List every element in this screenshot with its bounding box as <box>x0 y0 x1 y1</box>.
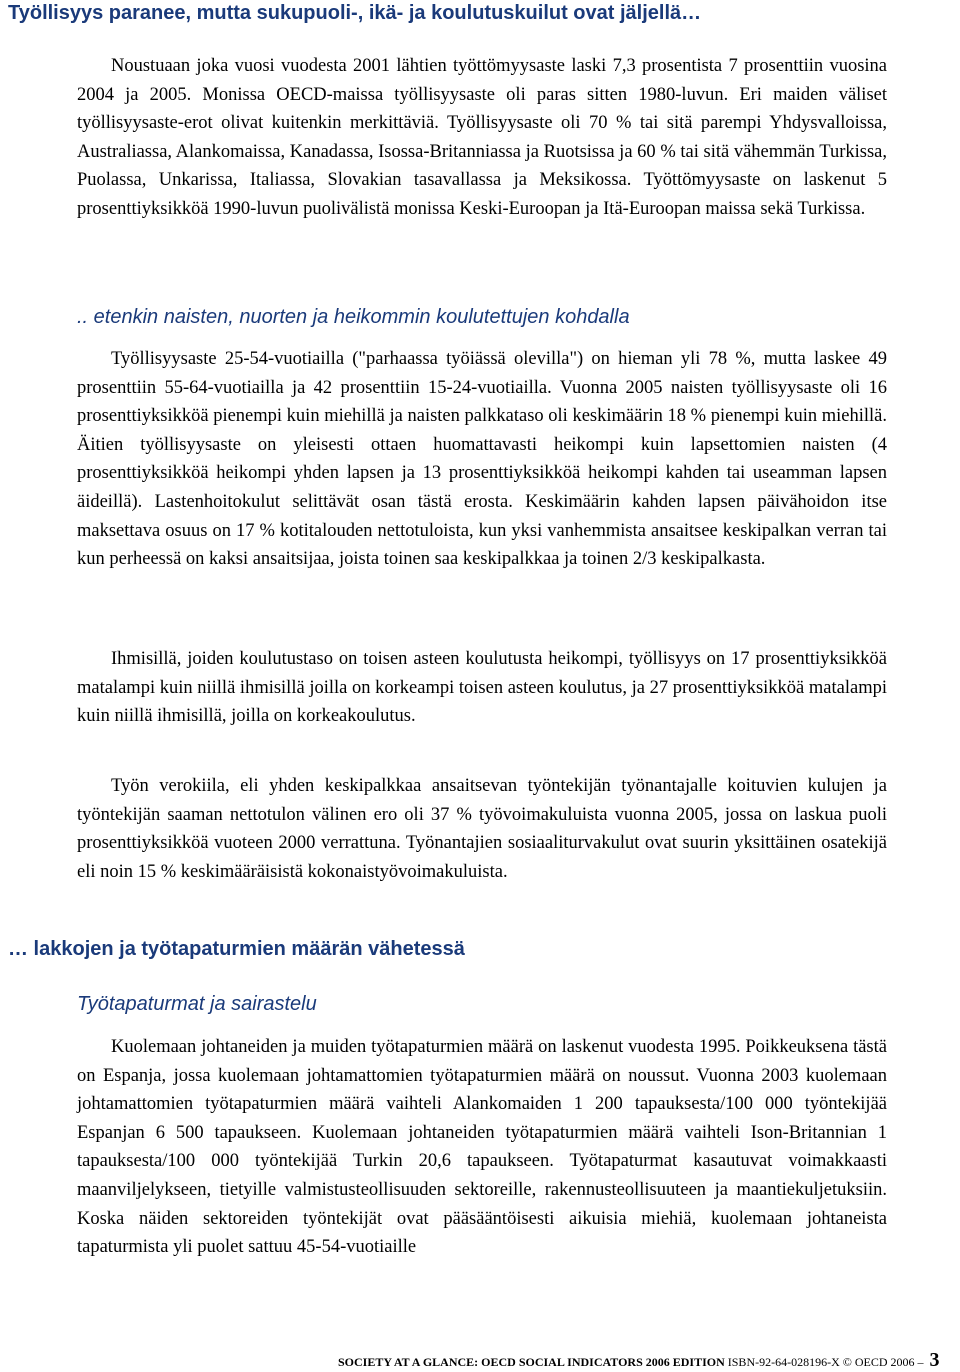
page-number: 3 <box>929 1349 940 1371</box>
paragraph-tax-wedge: Työn verokiila, eli yhden keskipalkkaa ansaitsevan työntekijän työnantajalle koituvien kulujen ja työntekijän saaman nettotulon välinen ero oli 37 % työvoimakuluista vuonna 2005, jossa on laskua puoli prosenttiyksikköä vuoteen 2000 verrattuna. Työnantajien sosiaaliturvakulut ovat suurin yksittäinen osatekijä eli noin 15 % keskimääräisistä kokonaistyövoimakuluista. <box>77 776 887 882</box>
main-heading: Työllisyys paranee, mutta sukupuoli-, ikä- ja koulutuskuilut ovat jäljellä… <box>8 2 702 24</box>
footer-isbn: ISBN-92-64-028196-X © OECD 2006 – <box>724 1355 924 1369</box>
footer-publication: SOCIETY AT A GLANCE: OECD SOCIAL INDICATORS 2006 EDITION <box>338 1355 725 1369</box>
subheading-women-youth: .. etenkin naisten, nuorten ja heikommin koulutettujen kohdalla <box>77 306 630 328</box>
paragraph-employment-rates: Työllisyysaste 25-54-vuotiailla ("parhaassa työiässä olevilla") on hieman yli 78 %, mutta laskee 49 prosenttiin 55-64-vuotiailla ja 42 prosenttiin 15-24-vuotiailla. Vuonna 2005 naisten työllisyysaste oli 16 prosenttiyksikköä pienempi kuin miehillä ja naisten palkkataso oli keskimäärin 18 % pienempi kuin miehillä. Äitien työllisyysaste on yleisesti ottaen huomattavasti heikompi kuin lapsettomien naisten (4 prosenttiyksikköä heikompi yhden lapsen ja 13 prosenttiyksikköä heikompi kahden tai useamman lapsen äideillä). Lastenhoitokulut selittävät osan tästä erosta. Keskimäärin kahden lapsen päivähoidon itse maksettava osuus on 17 % kotitalouden nettotuloista, kun yksi vanhemmista ansaitsee keskipalkan verran tai kun perheessä on kaksi ansaitsijaa, joista toinen saa keskipalkkaa ja toinen 2/3 keskipalkasta. <box>77 349 887 570</box>
subheading-accidents: Työtapaturmat ja sairastelu <box>77 993 317 1015</box>
paragraph-work-accidents: Kuolemaan johtaneiden ja muiden työtapaturmien määrä on laskenut vuodesta 1995. Poikkeuksena tästä on Espanja, jossa kuolemaan johtamattomien työtapaturmien määrä on noussut. Vuonna 2003 kuolemaan johtamattomien työtapaturmien määrä vaihteli Alankomaiden 1 200 tapauksesta/100 000 työntekijää Espanjan 6 500 tapaukseen. Kuolemaan johtaneiden työtapaturmien määrä vaihteli Ison-Britannian 1 tapauksesta/100 000 työntekijää Turkin 20,6 tapaukseen. Työtapaturmat kasautuvat voimakkaasti maanviljelykseen, tietyille valmistusteollisuuden sektoreille, rakennusteollisuuteen ja maantiekuljetuksiin. Koska näiden sektoreiden työntekijät ovat pääsääntöisesti aikuisia miehiä, kuolemaan johtaneista tapaturmista yli puolet sattuu 45-54-vuotiaille <box>77 1037 887 1258</box>
section-heading-strikes: … lakkojen ja työtapaturmien määrän vähetessä <box>8 938 465 960</box>
paragraph-education: Ihmisillä, joiden koulutustaso on toisen asteen koulutusta heikompi, työllisyys on 17 prosenttiyksikköä matalampi kuin niillä ihmisillä joilla on korkeampi toisen asteen koulutus, ja 27 prosenttiyksikköä matalampi kuin niillä ihmisillä, joilla on korkeakoulutus. <box>77 649 887 727</box>
paragraph-unemployment: Noustuaan joka vuosi vuodesta 2001 lähtien työttömyysaste laski 7,3 prosentista 7 prosenttiin vuosina 2004 ja 2005. Monissa OECD-maissa työllisyysaste oli paras sitten 1980-luvun. Eri maiden väliset työllisyysaste-erot olivat kuitenkin merkittäviä. Työllisyysaste oli 70 % tai sitä parempi Yhdysvalloissa, Australiassa, Alankomaissa, Kanadassa, Isossa-Britanniassa ja Ruotsissa ja 60 % tai sitä vähemmän Turkissa, Puolassa, Unkarissa, Italiassa, Slovakian tasavallassa ja Meksikossa. Työttömyysaste on laskenut 5 prosenttiyksikköä 1990-luvun puolivälistä monissa Keski-Euroopan ja Itä-Euroopan maissa sekä Turkissa. <box>77 56 887 219</box>
